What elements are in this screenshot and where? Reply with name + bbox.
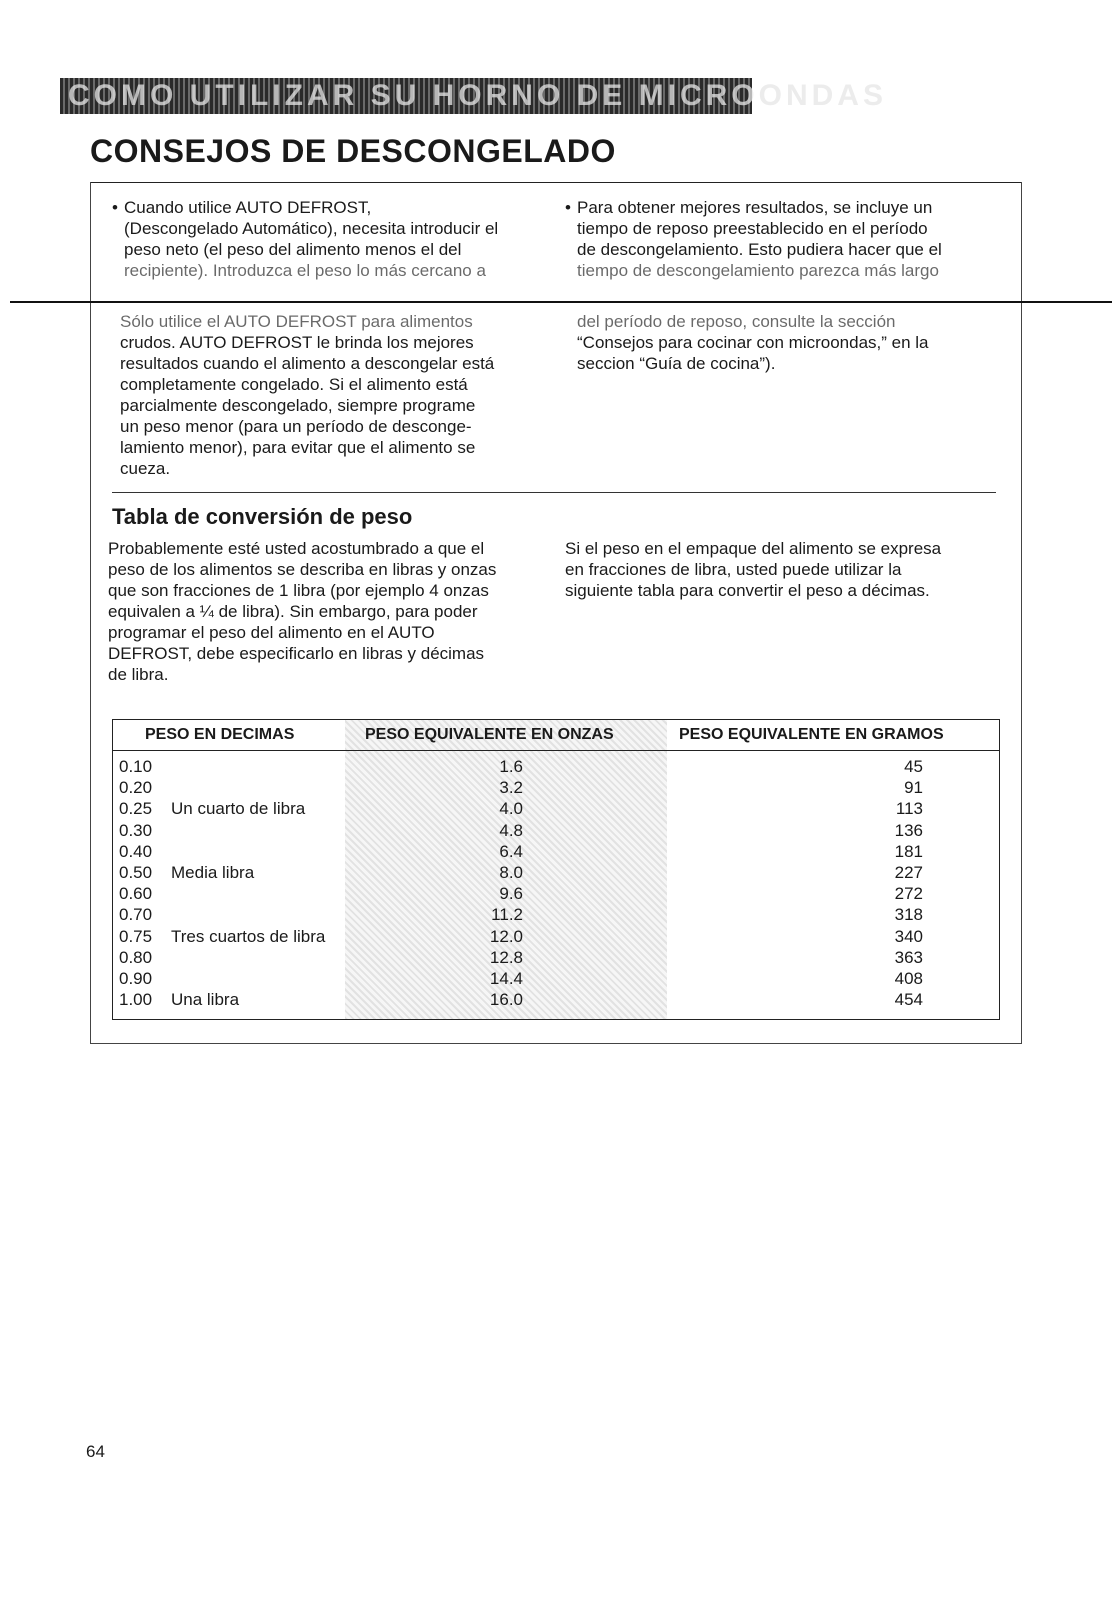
cell-grams: 227	[894, 862, 923, 882]
tip-left-line: completamente congelado. Si el alimento está	[120, 375, 468, 394]
cell-decimal: 1.00	[119, 990, 153, 1010]
cell-decimal: 0.60	[119, 884, 153, 904]
bullet-icon: •	[565, 198, 571, 217]
paragraph-line: programar el peso del alimento en el AUTO	[108, 623, 435, 642]
table-header	[113, 720, 999, 751]
tip-right-line: tiempo de descongelamiento parezca más largo	[577, 261, 939, 280]
header-ounces: PESO EQUIVALENTE EN ONZAS	[365, 726, 614, 743]
banner-text: COMO UTILIZAR SU HORNO DE MICROONDAS	[68, 79, 887, 112]
table-row	[113, 904, 999, 925]
weight-conversion-table	[112, 719, 1000, 1020]
tip-right-line: Para obtener mejores resultados, se incluye un	[577, 198, 933, 217]
tip-right-line: seccion “Guía de cocina”).	[577, 354, 776, 373]
cell-ounces: 4.0	[499, 799, 523, 819]
cell-grams: 363	[894, 947, 923, 967]
cell-description: Tres cuartos de libra	[171, 926, 326, 946]
section-banner	[60, 78, 887, 114]
paragraph-line: siguiente tabla para convertir el peso a décimas.	[565, 581, 930, 600]
cell-ounces: 12.8	[489, 947, 523, 967]
paragraph-line: peso de los alimentos se describa en libras y onzas	[108, 560, 497, 579]
cell-ounces: 3.2	[499, 778, 523, 798]
frame-right-border	[1021, 182, 1022, 1044]
paragraph-line: que son fracciones de 1 libra (por ejemplo 4 onzas	[108, 581, 489, 600]
cell-decimal: 0.25	[119, 799, 153, 819]
header-decimals: PESO EN DECIMAS	[145, 726, 295, 743]
tip-right-column	[565, 197, 1005, 281]
cell-grams: 454	[894, 990, 923, 1010]
cell-decimal: 0.50	[119, 862, 153, 882]
paragraph-line: equivalen a ¼ de libra). Sin embargo, para poder	[108, 602, 478, 621]
table-row	[113, 862, 999, 883]
frame-top-border	[90, 182, 1022, 183]
table-row	[113, 820, 999, 841]
table-row	[113, 841, 999, 862]
cell-decimal: 0.80	[119, 947, 153, 967]
cell-decimal: 0.30	[119, 820, 153, 840]
cell-grams: 45	[904, 757, 923, 776]
conversion-left-paragraph	[108, 538, 548, 685]
paragraph-line: DEFROST, debe especificarlo en libras y décimas	[108, 644, 485, 663]
section-subtitle: Tabla de conversión de peso	[112, 504, 413, 529]
tip-left-text	[124, 197, 498, 281]
cell-decimal: 0.40	[119, 841, 153, 861]
table-row	[113, 926, 999, 947]
cell-grams: 318	[894, 905, 923, 925]
tip-left-column-continued	[120, 311, 560, 479]
table-row	[113, 968, 999, 989]
cell-decimal: 0.20	[119, 778, 153, 798]
cell-ounces: 11.2	[491, 905, 523, 925]
paragraph-line: Probablemente esté usted acostumbrado a que el	[108, 539, 485, 558]
tip-right-text	[577, 197, 942, 281]
tip-left-line: parcialmente descongelado, siempre programe	[120, 396, 476, 415]
scan-crease-line	[10, 301, 1112, 303]
table-body	[113, 756, 999, 1010]
tip-right-column-continued	[577, 311, 1007, 374]
conversion-right-paragraph	[565, 538, 1005, 601]
cell-ounces: 12.0	[489, 926, 523, 946]
paragraph-line: Si el peso en el empaque del alimento se expresa	[565, 539, 942, 558]
cell-description: Media libra	[171, 862, 255, 882]
cell-decimal: 0.75	[119, 926, 153, 946]
page-title: CONSEJOS DE DESCONGELADO	[90, 133, 616, 169]
cell-grams: 91	[904, 778, 923, 798]
cell-ounces: 4.8	[499, 820, 523, 840]
cell-grams: 113	[895, 799, 923, 819]
frame-left-border	[90, 182, 91, 1044]
tip-right-line: “Consejos para cocinar con microondas,” en la	[577, 333, 929, 352]
tip-left-line: resultados cuando el alimento a descongelar está	[120, 354, 495, 373]
tip-left-line: cueza.	[120, 459, 171, 478]
tip-right-bullet	[565, 197, 1005, 281]
tip-left-line: recipiente). Introduzca el peso lo más cercano a	[124, 261, 486, 280]
tip-left-line: peso neto (el peso del alimento menos el del	[124, 240, 462, 259]
tip-left-line: Cuando utilice AUTO DEFROST,	[124, 198, 372, 217]
header-grams: PESO EQUIVALENTE EN GRAMOS	[679, 726, 944, 743]
cell-ounces: 16.0	[489, 990, 523, 1010]
cell-grams: 408	[894, 968, 923, 988]
cell-grams: 181	[894, 841, 923, 861]
cell-ounces: 14.4	[489, 968, 523, 988]
paragraph-line: en fracciones de libra, usted puede utilizar la	[565, 560, 902, 579]
tip-left-line: Sólo utilice el AUTO DEFROST para alimentos	[120, 312, 473, 331]
tip-right-line: de descongelamiento. Esto pudiera hacer que el	[577, 240, 942, 259]
cell-ounces: 6.4	[499, 841, 523, 861]
tip-left-bullet	[112, 197, 552, 281]
bullet-icon: •	[112, 198, 118, 217]
table-row	[113, 989, 999, 1010]
cell-ounces: 8.0	[499, 862, 523, 882]
frame-bottom-border	[90, 1043, 1022, 1044]
tip-right-line: del período de reposo, consulte la sección	[577, 312, 896, 331]
tip-left-line: crudos. AUTO DEFROST le brinda los mejores	[120, 333, 474, 352]
cell-grams: 272	[894, 884, 923, 904]
tip-left-line: un peso menor (para un período de desconge-	[120, 417, 472, 436]
cell-ounces: 1.6	[499, 757, 523, 776]
cell-decimal: 0.90	[119, 968, 153, 988]
tip-right-line: tiempo de reposo preestablecido en el período	[577, 219, 928, 238]
tip-left-line: (Descongelado Automático), necesita introducir el	[124, 219, 499, 238]
cell-decimal: 0.70	[119, 905, 153, 925]
table-row	[113, 756, 999, 777]
cell-description: Un cuarto de libra	[171, 799, 306, 819]
table-row	[113, 947, 999, 968]
paragraph-line: de libra.	[108, 665, 169, 684]
table-row	[113, 883, 999, 904]
cell-grams: 136	[894, 820, 923, 840]
table-row	[113, 798, 999, 819]
tip-left-line: lamiento menor), para evitar que el alimento se	[120, 438, 476, 457]
table-row	[113, 777, 999, 798]
cell-decimal: 0.10	[119, 757, 153, 776]
cell-ounces: 9.6	[499, 884, 523, 904]
cell-grams: 340	[894, 926, 923, 946]
page-number: 64	[86, 1442, 105, 1461]
tip-left-column	[112, 197, 552, 281]
cell-description: Una libra	[171, 990, 240, 1010]
section-divider	[112, 492, 996, 493]
